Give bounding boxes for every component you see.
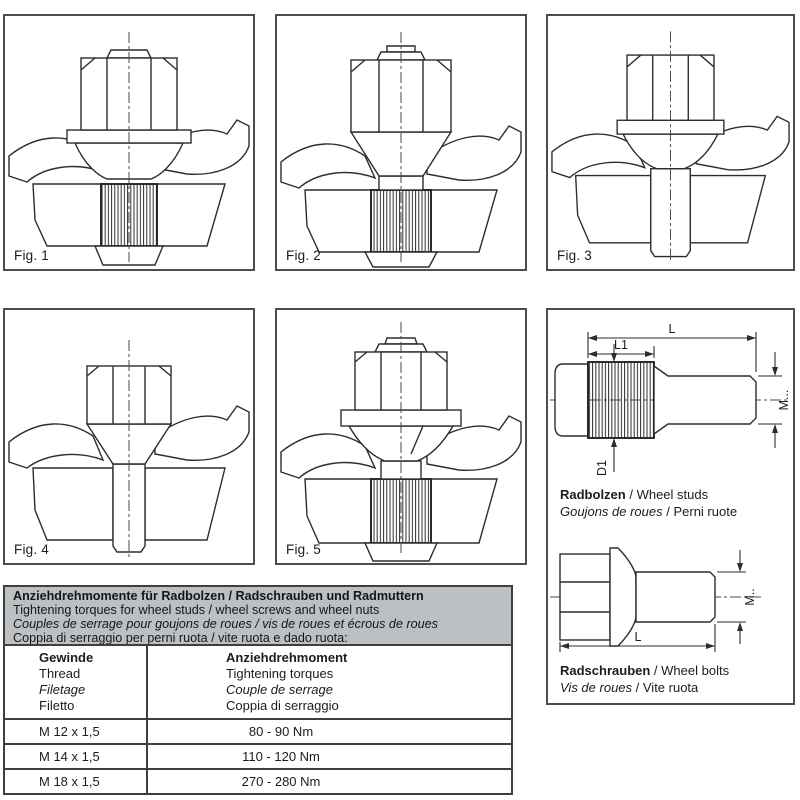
- fig2-stud-with-cone-nut-drawing: [277, 16, 525, 269]
- figure-panel-5: [275, 308, 527, 565]
- fig1-stud-with-washer-nut-drawing: [5, 16, 253, 269]
- fig3-label: Fig. 3: [557, 248, 592, 263]
- thread-size-cell: M 14 x 1,5: [4, 744, 147, 769]
- bolt-dim-L: L: [634, 630, 642, 644]
- wheel-stud-caption: Radbolzen / Wheel studs Goujons de roues / Perni ruote: [560, 487, 738, 519]
- stud-dim-L: L: [668, 322, 676, 336]
- dimension-panel: [546, 308, 795, 705]
- stud-dim-D1: D1: [595, 460, 609, 476]
- wheel-bolt-caption: Radschrauben / Wheel bolts Vis de roues / Vite ruota: [560, 663, 730, 695]
- stud-dim-L1: L1: [614, 338, 628, 352]
- fig5-stud-with-flange-nut-drawing: [277, 310, 525, 563]
- figure-panel-2: [275, 14, 527, 271]
- torque-value-cell: 110 - 120 Nm: [242, 749, 320, 764]
- figure-panel-4: [3, 308, 255, 565]
- stud-dim-M: M...: [777, 389, 791, 411]
- torque-column-header: Anziehdrehmoment Tightening torques Couple de serrage Coppia di serraggio: [226, 650, 348, 713]
- title-fr: Couples de serrage pour goujons de roues / vis de roues et écrous de roues: [13, 616, 438, 631]
- wheel-stud-diagram: [550, 318, 792, 483]
- title-de: Anziehdrehmomente für Radbolzen / Radschrauben und Radmuttern: [13, 589, 424, 603]
- torque-value-cell: 80 - 90 Nm: [248, 724, 314, 739]
- thread-size-cell: M 18 x 1,5: [4, 769, 147, 794]
- wheel-bolt-diagram: [550, 538, 792, 658]
- title-en: Tightening torques for wheel studs / wheel screws and wheel nuts: [13, 602, 380, 617]
- torque-table-title-block: [3, 585, 513, 646]
- torque-table-header-row: [4, 645, 512, 719]
- bolt-dim-M: M..: [743, 588, 757, 606]
- figure-panel-3: [546, 14, 795, 271]
- fig2-label: Fig. 2: [286, 248, 321, 263]
- torque-table: [3, 644, 513, 795]
- table-row: [4, 744, 512, 769]
- fig4-label: Fig. 4: [14, 542, 49, 557]
- table-row: [4, 769, 512, 794]
- title-it: Coppia di serraggio per perni ruota / vite ruota e dado ruota:: [13, 630, 348, 645]
- thread-column-header: Gewinde Thread Filetage Filetto: [39, 650, 94, 713]
- fig1-label: Fig. 1: [14, 248, 49, 263]
- fig5-label: Fig. 5: [286, 542, 321, 557]
- fig3-wheel-bolt-sphere-seat-drawing: [548, 16, 793, 269]
- torque-value-cell: 270 - 280 Nm: [241, 774, 321, 789]
- fig4-wheel-bolt-cone-seat-drawing: [5, 310, 253, 563]
- table-row: [4, 719, 512, 744]
- thread-size-cell: M 12 x 1,5: [4, 719, 147, 744]
- figure-panel-1: [3, 14, 255, 271]
